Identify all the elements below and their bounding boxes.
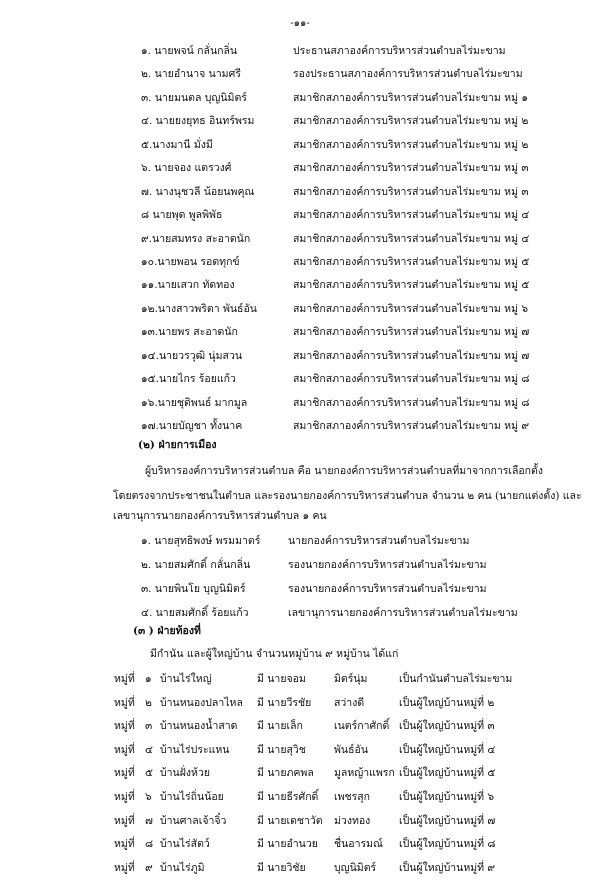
- member-position: สมาชิกสภาองค์การบริหารส่วนตำบลไร่มะขาม หมู่ ๓: [293, 185, 529, 198]
- headman-name: มี นายอำนวย: [257, 838, 318, 851]
- village-number: ๒: [145, 696, 152, 709]
- headman-role: เป็นผู้ใหญ่บ้านหมู่ที่ ๗: [399, 814, 496, 827]
- member-position: สมาชิกสภาองค์การบริหารส่วนตำบลไร่มะขาม หมู่ ๑: [293, 91, 529, 104]
- headman-role: เป็นผู้ใหญ่บ้านหมู่ที่ ๙: [399, 861, 496, 874]
- member-position: สมาชิกสภาองค์การบริหารส่วนตำบลไร่มะขาม หมู่ ๕: [293, 279, 530, 292]
- member-name: ๑๑.นายเสวก ทัดทอง: [141, 279, 235, 292]
- member-name: ๑๒.นางสาวพริตา พันธ์อัน: [141, 302, 257, 315]
- headman-name: มี นายเล็ก: [257, 720, 303, 733]
- headman-name: มี นายสุวิช: [257, 743, 306, 756]
- member-name: ๕.นางมานี มั่งมี: [141, 138, 213, 151]
- council-member-list: [0, 40, 600, 438]
- member-name: ๔. นายยงยุทธ อินทร์พรม: [141, 115, 255, 128]
- headman-surname: บุญนิมิตร์: [334, 861, 377, 874]
- village-name: บ้านไร่ใหญ่: [160, 673, 212, 685]
- headman-role: เป็นผู้ใหญ่บ้านหมู่ที่ ๘: [399, 838, 496, 851]
- village-name: บ้านหนองปลาไหล: [160, 696, 243, 709]
- council-member-row: [0, 204, 600, 227]
- village-row: [0, 786, 600, 810]
- council-member-row: [0, 345, 600, 368]
- village-label: หมู่ที่: [114, 720, 135, 733]
- executive-name: ๒. นายสมศักดิ์ กลั่นกลิ่น: [141, 559, 251, 571]
- village-label: หมู่ที่: [114, 814, 135, 827]
- village-number: ๖: [145, 790, 152, 803]
- council-member-row: [0, 368, 600, 391]
- council-member-row: [0, 251, 600, 274]
- member-position: รองประธานสภาองค์การบริหารส่วนตำบลไร่มะขาม: [293, 68, 523, 81]
- village-label: หมู่ที่: [114, 790, 135, 803]
- executive-name: ๔. นายสมศักดิ์ ร้อยแก้ว: [141, 607, 249, 619]
- headman-surname: เพชรสุก: [334, 790, 371, 803]
- member-position: สมาชิกสภาองค์การบริหารส่วนตำบลไร่มะขาม หมู่ ๒: [293, 115, 529, 128]
- village-row: [0, 833, 600, 857]
- headman-name: มี นายเดชาวัต: [257, 814, 323, 827]
- village-number: ๑: [145, 673, 152, 685]
- member-name: ๑๕.นายไกร ร้อยแก้ว: [141, 373, 236, 386]
- member-position: สมาชิกสภาองค์การบริหารส่วนตำบลไร่มะขาม หมู่ ๖: [293, 302, 529, 315]
- council-member-row: [0, 110, 600, 133]
- member-name: ๓. นายมนตล บุญนิมิตร์: [141, 91, 247, 104]
- member-name: ๑. นายพจน์ กลั่นกลิ่น: [141, 45, 238, 57]
- executive-paragraph-line: เลขานุการนายกองค์การบริหารส่วนตำบล ๑ คน: [113, 510, 327, 522]
- headman-surname: มูลหญ้าแพรก: [334, 767, 395, 780]
- executive-position: รองนายกองค์การบริหารส่วนตำบลไร่มะขาม: [288, 583, 487, 595]
- village-label: หมู่ที่: [114, 743, 135, 756]
- headman-role: เป็นผู้ใหญ่บ้านหมู่ที่ ๕: [399, 767, 496, 780]
- village-row: [0, 668, 600, 692]
- member-name: ๑๗.นายบัญชา ทั้งนาค: [141, 420, 243, 432]
- headman-name: มี นายธีรศักดิ์: [257, 790, 319, 803]
- council-member-row: [0, 298, 600, 321]
- village-number: ๓: [145, 720, 153, 733]
- headman-role: เป็นผู้ใหญ่บ้านหมู่ที่ ๔: [399, 743, 496, 756]
- member-name: ๑๓.นายพร สะอาดนัก: [141, 326, 238, 339]
- executive-position: เลขานุการนายกองค์การบริหารส่วนตำบลไร่มะขาม: [288, 607, 518, 619]
- member-name: ๑๔.นายวรวุฒิ นุ่มสวน: [141, 349, 243, 362]
- village-number: ๘: [145, 838, 154, 851]
- executive-paragraph-line: โดยตรงจากประชาชนในตำบล และรองนายกองค์การบริหารส่วนตำบล จำนวน ๒ คน (นายกแต่งตั้ง) และ: [113, 490, 582, 502]
- village-number: ๔: [145, 743, 153, 756]
- village-label: หมู่ที่: [114, 767, 135, 780]
- village-label: หมู่ที่: [114, 838, 135, 851]
- council-member-row: [0, 134, 600, 157]
- headman-surname: ชื่นอารมณ์: [334, 838, 383, 851]
- local-intro: มีกำนัน และผู้ใหญ่บ้าน จำนวนหมู่บ้าน ๙ หมู่บ้าน ได้แก่: [150, 648, 399, 660]
- executive-member-list: [0, 530, 600, 626]
- headman-name: มี นายวิชัย: [257, 861, 306, 874]
- member-position: สมาชิกสภาองค์การบริหารส่วนตำบลไร่มะขาม หมู่ ๘: [293, 396, 530, 409]
- village-label: หมู่ที่: [114, 861, 135, 874]
- village-number: ๗: [145, 814, 153, 827]
- member-name: ๒. นายอำนาจ นามศรี: [141, 68, 241, 81]
- executive-position: นายกองค์การบริหารส่วนตำบลไร่มะขาม: [288, 535, 470, 547]
- village-name: บ้านไร่ถิ่นน้อย: [160, 790, 224, 803]
- headman-name: มี นายจอม: [257, 673, 306, 685]
- member-position: สมาชิกสภาองค์การบริหารส่วนตำบลไร่มะขาม หมู่ ๙: [293, 420, 530, 432]
- council-member-row: [0, 87, 600, 110]
- village-name: บ้านศาลเจ้าจิ๋ว: [160, 814, 227, 827]
- village-label: หมู่ที่: [114, 673, 135, 685]
- executive-member-row: [0, 530, 600, 554]
- village-row: [0, 857, 600, 880]
- member-name: ๑๖.นายชุติพนธ์ มากมูล: [141, 396, 248, 409]
- council-member-row: [0, 40, 600, 63]
- village-row: [0, 762, 600, 786]
- headman-role: เป็นผู้ใหญ่บ้านหมู่ที่ ๖: [399, 790, 495, 803]
- headman-role: เป็นกำนันตำบลไร่มะขาม: [399, 673, 513, 685]
- council-member-row: [0, 274, 600, 297]
- council-member-row: [0, 415, 600, 438]
- member-name: ๙.นายสมทรง สะอาดนัก: [141, 232, 251, 245]
- headman-role: เป็นผู้ใหญ่บ้านหมู่ที่ ๓: [399, 720, 495, 733]
- member-name: ๑๐.นายพอน รอดทุกข์: [141, 255, 240, 268]
- executive-member-row: [0, 554, 600, 578]
- headman-name: มี นายวีรชัย: [257, 696, 312, 709]
- village-name: บ้านไร่สัตว์: [160, 838, 210, 851]
- member-position: สมาชิกสภาองค์การบริหารส่วนตำบลไร่มะขาม หมู่ ๕: [293, 255, 530, 268]
- headman-surname: เนตร์กาศักดิ์: [334, 720, 390, 733]
- council-member-row: [0, 181, 600, 204]
- member-name: ๘ นายพุด พูลพิพัธ: [141, 209, 223, 222]
- council-member-row: [0, 228, 600, 251]
- member-position: สมาชิกสภาองค์การบริหารส่วนตำบลไร่มะขาม หมู่ ๔: [293, 232, 530, 245]
- village-row: [0, 692, 600, 716]
- village-name: บ้านหนองน้ำสาด: [160, 720, 238, 733]
- executive-member-row: [0, 602, 600, 626]
- member-name: ๖. นายจอง แตรวงศ์: [141, 162, 232, 175]
- executive-paragraph-line: ผู้บริหารองค์การบริหารส่วนตำบล คือ นายกองค์การบริหารส่วนตำบลที่มาจากการเลือกตั้ง: [145, 465, 543, 477]
- village-number: ๙: [145, 861, 153, 874]
- local-section-heading: (๓ ) ฝ่ายท้องที่: [133, 625, 201, 637]
- headman-surname: ม่วงทอง: [334, 814, 371, 827]
- member-name: ๗. นางนุชวลี น้อยนพคุณ: [141, 185, 255, 198]
- village-number: ๕: [145, 767, 153, 780]
- council-member-row: [0, 157, 600, 180]
- council-member-row: [0, 392, 600, 415]
- village-label: หมู่ที่: [114, 696, 135, 709]
- village-list: [0, 668, 600, 880]
- headman-surname: สว่างดี: [334, 696, 365, 709]
- executive-member-row: [0, 578, 600, 602]
- council-member-row: [0, 63, 600, 86]
- member-position: สมาชิกสภาองค์การบริหารส่วนตำบลไร่มะขาม หมู่ ๒: [293, 138, 529, 151]
- council-member-row: [0, 321, 600, 344]
- executive-name: ๓. นายพินโย บุญนิมิตร์: [141, 583, 246, 595]
- page-number: -๑๑-: [290, 18, 310, 29]
- village-row: [0, 810, 600, 834]
- headman-surname: มิตร์นุ่ม: [334, 673, 368, 685]
- member-position: สมาชิกสภาองค์การบริหารส่วนตำบลไร่มะขาม หมู่ ๘: [293, 373, 530, 386]
- executive-section-heading: (๒) ฝ่ายการเมือง: [138, 439, 217, 451]
- village-name: บ้านฝั่งห้วย: [160, 767, 210, 780]
- member-position: สมาชิกสภาองค์การบริหารส่วนตำบลไร่มะขาม หมู่ ๗: [293, 349, 530, 362]
- member-position: ประธานสภาองค์การบริหารส่วนตำบลไร่มะขาม: [293, 45, 506, 57]
- member-position: สมาชิกสภาองค์การบริหารส่วนตำบลไร่มะขาม หมู่ ๗: [293, 326, 530, 339]
- member-position: สมาชิกสภาองค์การบริหารส่วนตำบลไร่มะขาม หมู่ ๔: [293, 209, 530, 222]
- village-row: [0, 715, 600, 739]
- headman-name: มี นายภคพล: [257, 767, 314, 780]
- village-name: บ้านไร่ภูมิ: [160, 861, 205, 874]
- headman-surname: พันธ์อัน: [334, 743, 368, 756]
- member-position: สมาชิกสภาองค์การบริหารส่วนตำบลไร่มะขาม หมู่ ๓: [293, 162, 529, 175]
- headman-role: เป็นผู้ใหญ่บ้านหมู่ที่ ๒: [399, 696, 495, 709]
- village-row: [0, 739, 600, 763]
- village-name: บ้านไร่ประแหน: [160, 743, 230, 756]
- executive-position: รองนายกองค์การบริหารส่วนตำบลไร่มะขาม: [288, 559, 487, 571]
- executive-name: ๑. นายสุทธิพงษ์ พรมมาตร์: [141, 535, 261, 547]
